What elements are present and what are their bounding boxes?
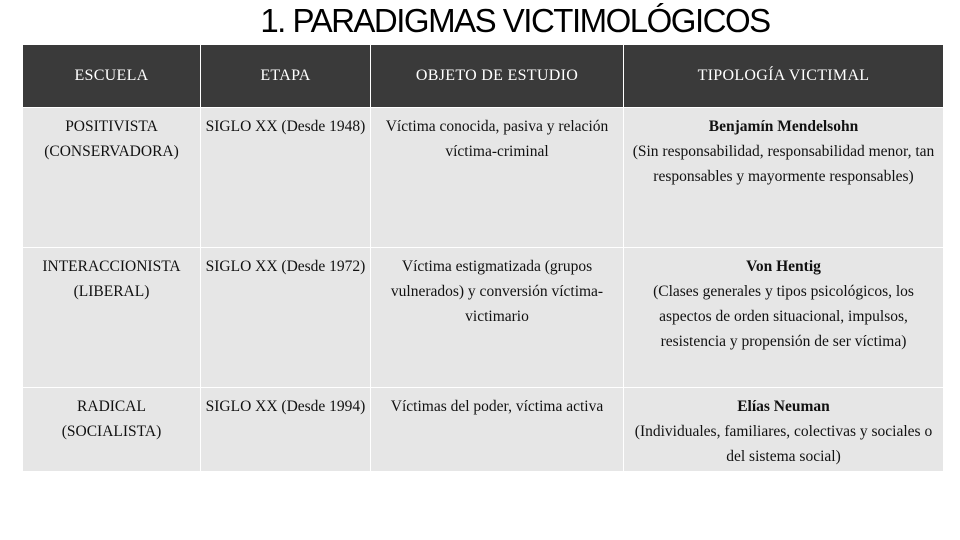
cell-objeto: Víctima conocida, pasiva y relación víctima-criminal — [371, 108, 624, 248]
cell-objeto: Víctimas del poder, víctima activa — [371, 388, 624, 472]
table-row — [23, 248, 944, 388]
table-row — [23, 388, 944, 472]
cell-etapa: SIGLO XX (Desde 1972) — [201, 248, 371, 388]
cell-tipologia-text: (Sin responsabilidad, responsabilidad menor, tan responsables y mayormente responsables) — [632, 143, 935, 185]
header-escuela: ESCUELA — [23, 45, 201, 108]
cell-etapa: SIGLO XX (Desde 1994) — [201, 388, 371, 472]
header-objeto: OBJETO DE ESTUDIO — [371, 45, 624, 108]
header-tipologia: TIPOLOGÍA VICTIMAL — [624, 45, 944, 108]
table-row — [23, 108, 944, 248]
cell-etapa: SIGLO XX (Desde 1948) — [201, 108, 371, 248]
cell-tipologia — [624, 388, 944, 472]
cell-author: Benjamín Mendelsohn — [708, 118, 859, 135]
page-title: 1. PARADIGMAS VICTIMOLÓGICOS — [260, 2, 770, 39]
cell-objeto: Víctima estigmatizada (grupos vulnerados) y conversión víctima-victimario — [371, 248, 624, 388]
cell-author: Von Hentig — [746, 258, 821, 275]
cell-escuela: RADICAL (SOCIALISTA) — [23, 388, 201, 472]
table-header-row — [23, 45, 944, 108]
cell-tipologia — [624, 248, 944, 388]
cell-escuela: POSITIVISTA (CONSERVADORA) — [23, 108, 201, 248]
paradigms-table — [22, 44, 944, 472]
cell-tipologia — [624, 108, 944, 248]
cell-author: Elías Neuman — [737, 398, 830, 415]
cell-tipologia-text: (Individuales, familiares, colectivas y sociales o del sistema social) — [634, 423, 933, 465]
cell-tipologia-text: (Clases generales y tipos psicológicos, los aspectos de orden situacional, impulsos, resistencia y propensión de ser víctima) — [653, 283, 914, 350]
cell-escuela: INTERACCIONISTA (LIBERAL) — [23, 248, 201, 388]
header-etapa: ETAPA — [201, 45, 371, 108]
